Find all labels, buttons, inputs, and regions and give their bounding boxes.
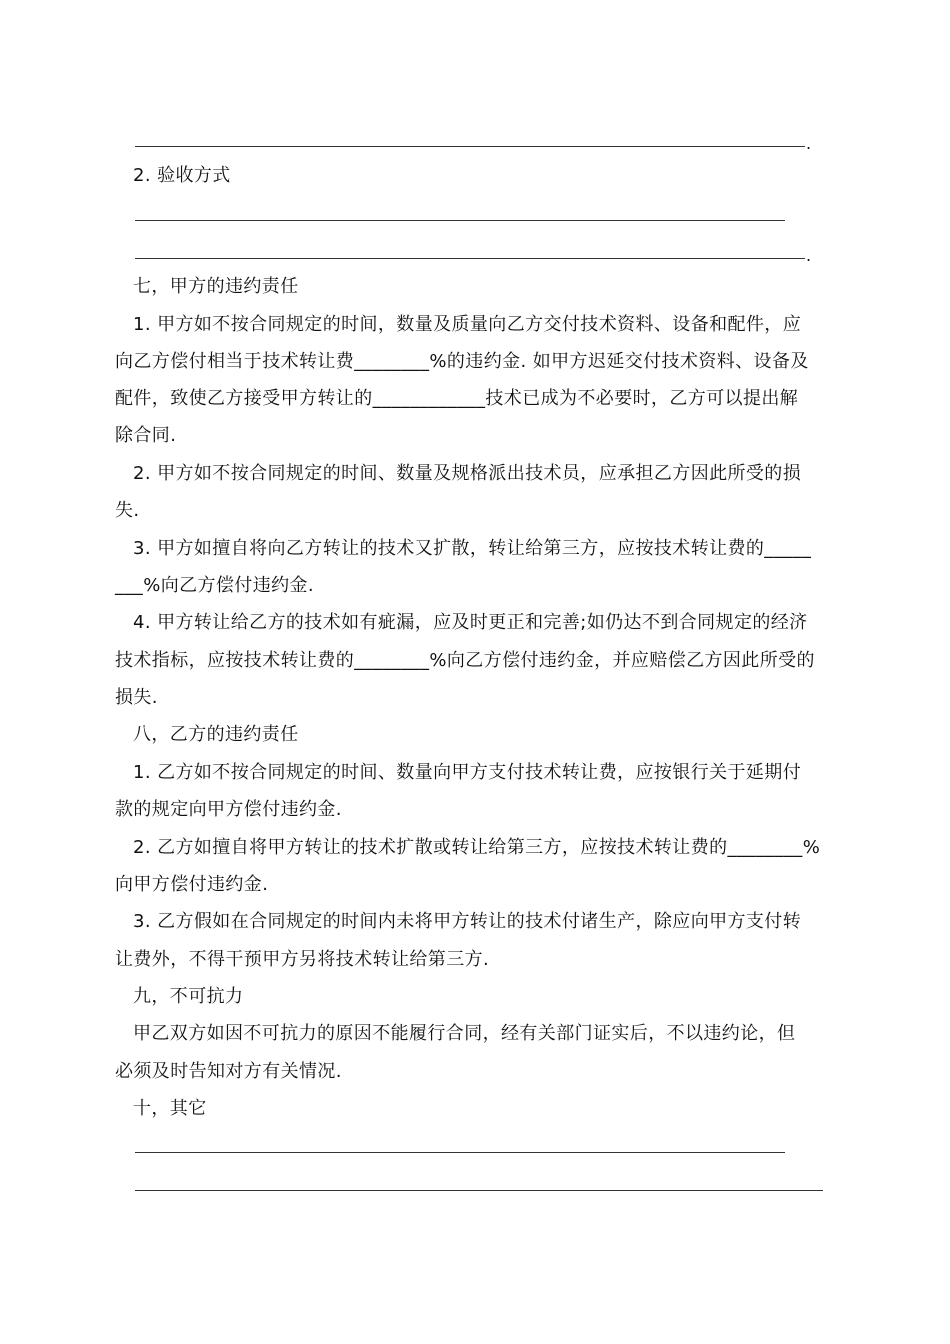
paragraph-line: 4. 甲方转让给乙方的技术如有疵漏，应及时更正和完善;如仍达不到合同规定的经济 — [133, 612, 808, 633]
paragraph-line: 1. 甲方如不按合同规定的时间，数量及质量向乙方交付技术资料、设备和配件，应 — [133, 314, 802, 335]
section-heading-10: 十，其它 — [133, 1098, 207, 1119]
paragraph-line: 技术指标，应按技术转让费的________%向乙方偿付违约金，并应赔偿乙方因此所受的 — [115, 650, 815, 671]
paragraph-line: 损失. — [115, 687, 158, 708]
section-heading-8: 八，乙方的违约责任 — [133, 724, 299, 745]
paragraph-line: 3. 乙方假如在合同规定的时间内未将甲方转让的技术付诸生产，除应向甲方支付转 — [133, 911, 802, 932]
paragraph-line: ___%向乙方偿付违约金. — [115, 575, 315, 596]
paragraph-line: 1. 乙方如不按合同规定的时间、数量向甲方支付技术转让费，应按银行关于延期付 — [133, 762, 802, 783]
paragraph-line: 配件，致使乙方接受甲方转让的____________技术已成为不必要时，乙方可以提出解 — [115, 388, 799, 409]
fill-blank-line[interactable] — [135, 146, 805, 147]
paragraph-line: 除合同. — [115, 425, 177, 446]
paragraph-line: 款的规定向甲方偿付违约金. — [115, 799, 342, 820]
paragraph-line: 甲乙双方如因不可抗力的原因不能履行合同，经有关部门证实后，不以违约论，但 — [133, 1023, 796, 1044]
paragraph-line: 让费外，不得干预甲方另将技术转让给第三方. — [115, 949, 490, 970]
paragraph-line: 必须及时告知对方有关情况. — [115, 1061, 342, 1082]
paragraph-line: 失. — [115, 500, 140, 521]
paragraph-line: 向乙方偿付相当于技术转让费________%的违约金. 如甲方迟延交付技术资料、设备及 — [115, 351, 809, 372]
section-heading-9: 九，不可抗力 — [133, 986, 244, 1007]
fill-blank-line[interactable] — [135, 1152, 785, 1153]
paragraph-line: 3. 甲方如擅自将向乙方转让的技术又扩散，转让给第三方，应按技术转让费的_____ — [133, 538, 812, 559]
paragraph-line: 向甲方偿付违约金. — [115, 874, 269, 895]
paragraph-line: 2. 甲方如不按合同规定的时间、数量及规格派出技术员，应承担乙方因此所受的损 — [133, 463, 802, 484]
line-end-period: . — [806, 246, 812, 265]
line-end-period: . — [806, 134, 812, 153]
fill-blank-line[interactable] — [135, 258, 805, 259]
paragraph-line: 2. 乙方如擅自将甲方转让的技术扩散或转让给第三方，应按技术转让费的________% — [133, 837, 821, 858]
fill-blank-line[interactable] — [135, 1190, 823, 1191]
section-label-acceptance: 2. 验收方式 — [133, 165, 231, 186]
section-heading-7: 七，甲方的违约责任 — [133, 276, 299, 297]
fill-blank-line[interactable] — [135, 220, 785, 221]
